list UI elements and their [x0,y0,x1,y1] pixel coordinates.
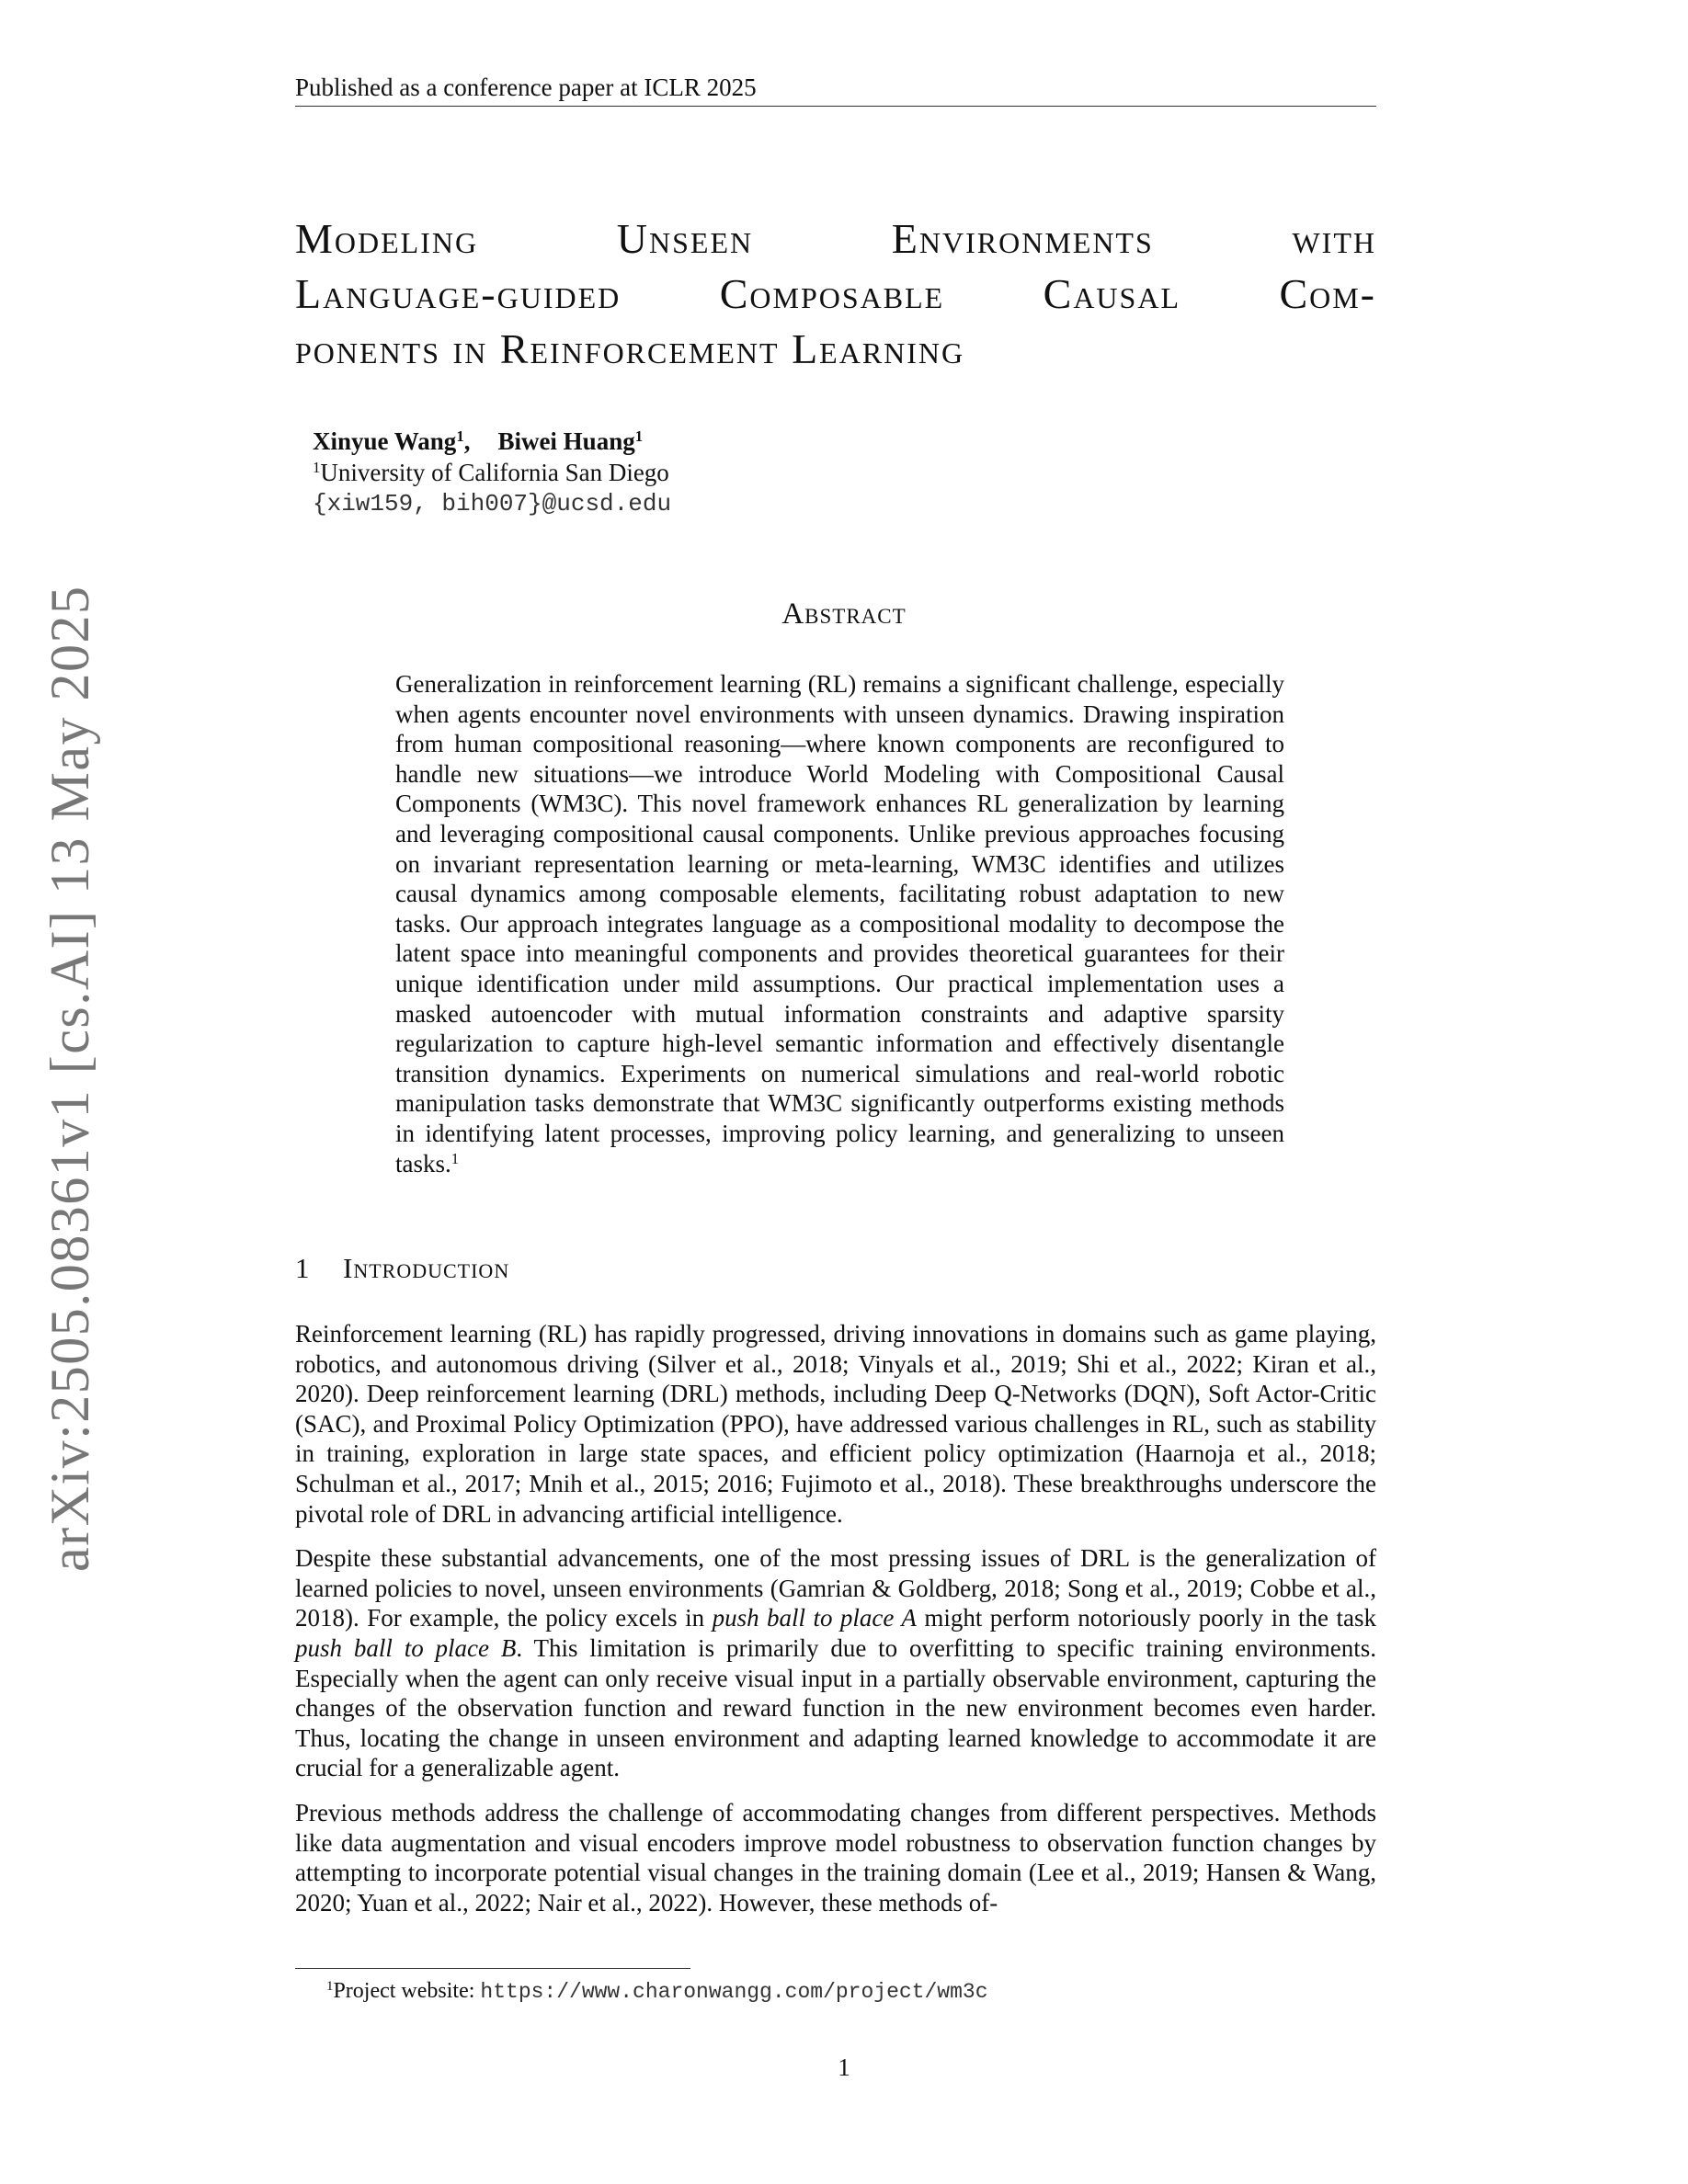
paragraph: Reinforcement learning (RL) has rapidly progressed, driving innovations in domains such as game playing, robotics, and autonomous driving (Silver et al., 2018; Vinyals et al., 2019; Shi et al., 2022; Kiran et al., 2020). Deep reinforcement learning (DRL) methods, including Deep Q-Networks (DQN), Soft Actor-Critic (SAC), and Proximal Policy Optimization (PPO), have addressed various challenges in RL, such as stability in training, exploration in large state spaces, and efficient policy optimization (Haarnoja et al., 2018; Schulman et al., 2017; Mnih et al., 2015; 2016; Fujimoto et al., 2018). These breakthroughs underscore the pivotal role of DRL in advancing artificial intelligence. [295,1320,1376,1528]
title-word: Modeling [295,215,479,262]
author-names: Xinyue Wang$^1$, Biwei Huang$^1$ [313,427,644,455]
title-word: Composable [719,270,945,317]
author-email: {xiw159, bih007}@ucsd.edu [313,490,672,518]
author-name: Xinyue Wang [313,427,457,455]
paragraph: Previous methods address the challenge of accommodating changes from different perspectives. Methods like data augmentation and visual encoders improve model robustness to observation function changes by attempting to incorporate potential visual changes in the training domain (Lee et al., 2019; Hansen & Wang, 2020; Yuan et al., 2022; Nair et al., 2022). However, these methods of- [295,1798,1376,1917]
title-line-2 [295,267,1376,322]
section-title: Introduction [343,1252,510,1284]
arxiv-identifier: arXiv:2505.08361v1 [cs.AI] 13 May 2025 [40,585,100,1572]
footnote-label: Project website: [333,1979,481,2003]
affiliation-mark: 1 [634,427,644,445]
footnote-divider [295,1968,690,1969]
title-word: Unseen [616,215,754,262]
task-name: push ball to place A [712,1604,917,1632]
author-block [313,426,671,519]
title-word: Causal [1043,270,1180,317]
footnote-mark: 1 [326,1978,334,1994]
project-url-link[interactable]: https://www.charonwangg.com/project/wm3c [480,1980,988,2004]
section-heading [295,1250,509,1287]
abstract-body [395,669,1284,1178]
affiliation-name: University of California San Diego [320,459,669,486]
footnote [326,1976,988,2007]
task-name: push ball to place B [295,1633,517,1662]
title-word: Environments [891,215,1154,262]
affiliation [313,457,671,488]
title-line-3: ponents in Reinforcement Learning [295,325,965,372]
affiliation-mark: 1 [313,458,321,476]
running-header: Published as a conference paper at ICLR 2025 [295,72,1376,107]
title-line-1 [295,211,1376,267]
section-body [295,1319,1376,1932]
title-word: Language-guided [295,270,622,317]
title-word: with [1292,215,1376,262]
page-number: 1 [838,2053,850,2081]
abstract-text: Generalization in reinforcement learning (RL) remains a significant challenge, especially when agents encounter novel environments with unseen dynamics. Drawing inspiration from human compositional reasoning—where known components are reconfigured to handle new situations—we introduce World Modeling with Compositional Causal Components (WM3C). This novel framework enhances RL generalization by learning and leveraging compositional causal components. Unlike previous approaches focusing on invariant representation learning or meta-learning, WM3C identifies and utilizes causal dynamics among composable elements, facilitating robust adaptation to new tasks. Our approach integrates language as a compositional modality to decompose the latent space into meaningful components and provides theoretical guarantees for their unique identification under mild assumptions. Our practical implementation uses a masked autoencoder with mutual information constraints and adaptive sparsity regularization to capture high-level semantic information and effectively disentangle transition dynamics. Experiments on numerical simulations and real-world robotic manipulation tasks demonstrate that WM3C significantly outperforms existing methods in identifying latent processes, improving policy learning, and generalizing to unseen tasks. [395,670,1284,1177]
section-number: 1 [295,1252,311,1284]
author-name: Biwei Huang [497,427,635,455]
paper-title [295,211,1376,377]
paragraph: Despite these substantial advancements, one of the most pressing issues of DRL is the generalization of learned policies to novel, unseen environments (Gamrian & Goldberg, 2018; Song et al., 2019; Cobbe et al., 2018). For example, the policy excels in push ball to place A might perform notoriously poorly in the task push ball to place B. This limitation is primarily due to overfitting to specific training environments. Especially when the agent can only receive visual input in a partially observable environment, capturing the changes of the observation function and reward function in the new environment becomes even harder. Thus, locating the change in unseen environment and adapting learned knowledge to accommodate it are crucial for a generalizable agent. [295,1544,1376,1782]
affiliation-mark: 1 [456,427,464,445]
abstract-heading: Abstract [781,597,907,631]
footnote-mark: 1 [451,1149,460,1167]
title-word: Com- [1279,270,1376,317]
